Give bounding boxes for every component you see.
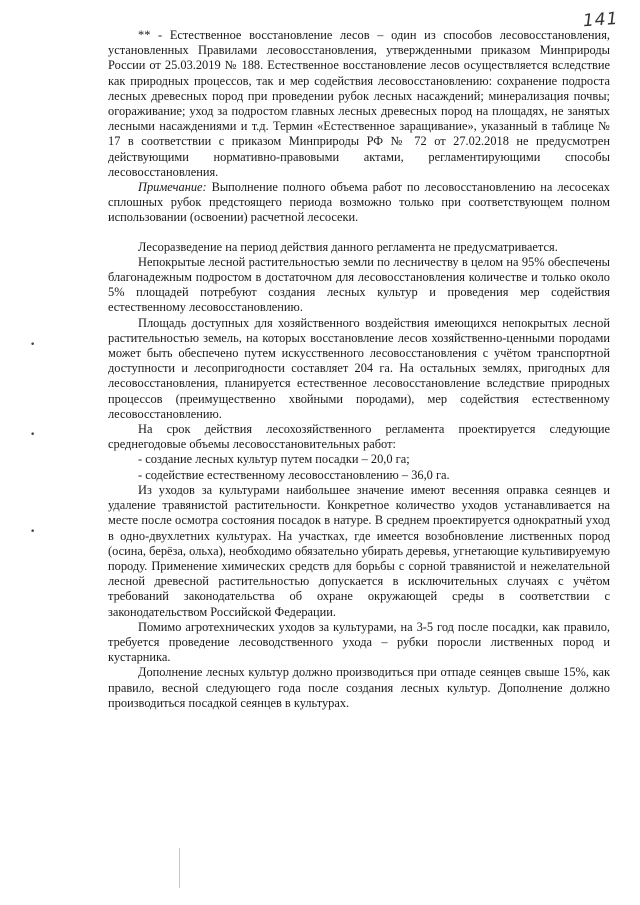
document-body <box>108 28 610 711</box>
margin-mark: • <box>30 527 36 537</box>
margin-mark: • <box>30 340 36 350</box>
scan-artifact-line <box>179 848 180 888</box>
footnote-paragraph: ** - Естественное восстановление лесов – один из способов лесовосстановления, установленных Правилами лесовосстановления, утвержденными приказом Минприроды России от 25.03.2019 № 188. Естественное восстановление лесов осуществляется вследствие как природных процессов, так и мер содействия лесовосстановлению: сохранение подроста лесных древесных пород при проведении рубок лесных насаждений; минерализация почвы; огораживание; уход за подростом главных лесных древесных пород на площадях, не занятых лесными насаждениями и т.д. Термин «Естественное заращивание», указанный в таблице № 17 в соответствии с приказом Минприроды РФ № 72 от 27.02.2018 не предусмотрен действующими нормативно-правовыми актами, регламентирующими способы лесовосстановления. <box>108 28 610 179</box>
paragraph-available-area: Площадь доступных для хозяйственного воздействия имеющихся непокрытых лесной растительностью земель, на которых восстановление лесов хозяйственно-ценными породами может быть обеспечено путем искусственного лесовосстановления с учётом транспортной доступности и лесопригодности составляет 204 га. На остальных землях, пригодных для лесовосстановления, планируется естественное лесовосстановление вследствие природных процессов (преимущественно хвойными породами), мер содействия естественному лесовосстановлению. <box>108 315 610 421</box>
paragraph-afforestation: Лесоразведение на период действия данного регламента не предусматривается. <box>138 239 558 254</box>
paragraph-silvicultural-care: Помимо агротехнических уходов за культурами, на 3-5 год после посадки, как правило, требуется проведение лесоводственного ухода – рубки поросли лиственных пород и кустарника. <box>108 619 610 665</box>
margin-mark: • <box>30 430 36 440</box>
note-paragraph <box>108 180 610 226</box>
page-number: 141 <box>581 8 619 32</box>
list-item: - содействие естественному лесовосстановлению – 36,0 га. <box>138 467 450 482</box>
list-item: - создание лесных культур путем посадки – 20,0 га; <box>138 452 410 467</box>
paragraph-uncovered-lands: Непокрытые лесной растительностью земли по лесничеству в целом на 95% обеспечены благонадежным подростом в достаточном для лесовосстановления количестве и только около 5% площадей потребуют создания лесных культур и проведения мер содействия естественному лесовосстановлению. <box>108 254 610 315</box>
paragraph-annual-volumes: На срок действия лесохозяйственного регламента проектируется следующие среднегодовые объемы лесовосстановительных работ: <box>108 422 610 452</box>
paragraph-replanting: Дополнение лесных культур должно производиться при отпаде сеянцев свыше 15%, как правило, весной следующего года после создания лесных культур. Дополнение должно производиться посадкой сеянцев в культурах. <box>108 665 610 710</box>
note-label: Примечание: <box>138 180 207 195</box>
paragraph-care: Из уходов за культурами наибольшее значение имеют весенняя оправка сеянцев и удаление травянистой растительности. Конкретное количество уходов устанавливается на месте после осмотра состояния посадок в натуре. В среднем проектируется однократный уход в одно-двухлетних культурах. На участках, где имеется возобновление лиственных пород (осина, берёза, ольха), необходимо обязательно убирать деревья, угнетающие культивируемую породу. Применение химических средств для борьбы с сорной травянистой и нежелательной лесной древесной растительностью допускается в исключительных случаях с учётом требований законодательства об охране окружающей среды в соответствии с законодательством Российской Федерации. <box>108 482 610 619</box>
note-text: Выполнение полного объема работ по лесовосстановлению на лесосеках сплошных рубок предстоящего периода возможно только при соответствующем полном использовании (освоении) расчетной лесосеки. <box>108 180 610 225</box>
